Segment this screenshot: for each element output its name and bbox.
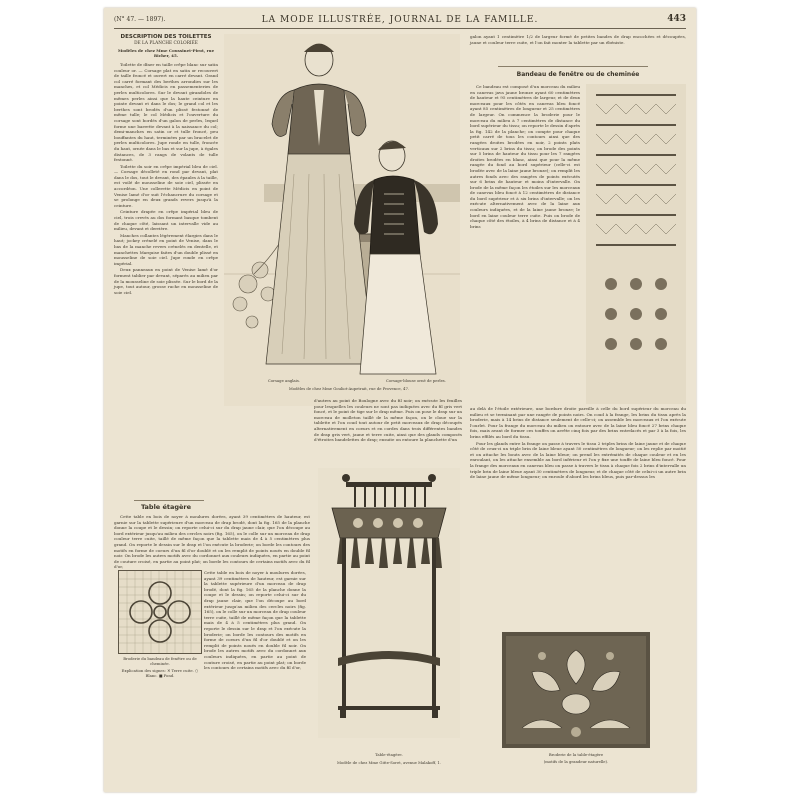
bandeau-heading: Bandeau de fenêtre ou de cheminée: [516, 71, 640, 78]
description-subheading: DE LA PLANCHE COLORIÉE: [134, 41, 198, 46]
table-etagere-continued: Cette table en bois de noyer à moulures dorées, ayant 39 centimètres de hauteur, est garnie sur la tablette supérieure d'un morceau de drap brodé, dont la fig. 165 de la planche donne la coupe et le dessin; on reporte celui-ci sur du drap jaune clair, que l'on découpe au bord extérieur jusqu'au milieu des cercles noirs (fig. 165), on le colle sur un morceau de drap couleur terre cuite, taillé de même façon que la tablette mais de 4 à 5 centimètres plus grand. On reporte le dessin sur le drap et l'on exécute la broderie; on borde les contours des motifs en forme de coeurs d'un fil d'or doublé et on les remplit de points noués en double fil noir. On brode les autres motifs avec du cordonnet aux couleurs indiquées, en partie au point de couture croisé, en partie au point plat; on borde les contours de certains motifs avec du fil d'or,: [204, 570, 306, 671]
embroidery-pattern-figure: [118, 570, 202, 654]
journal-title: LA MODE ILLUSTRÉE, JOURNAL DE LA FAMILLE.: [261, 15, 539, 25]
fashion-plate-illustration: [224, 34, 460, 406]
issue-number: (N° 47. — 1897).: [114, 16, 166, 23]
description-column: [114, 34, 218, 496]
table-embroidery-caption: Broderie de la table-étagère: [548, 752, 604, 757]
table-etagere-illustration: [318, 468, 460, 738]
middle-column-paragraph: d'autres au point de Boulogne avec du fil noir; on exécute les feuilles pour lesquelles les couleurs ne sont pas indiquées avec du fil gris vert foncé, et le point de tige sur le drap même. Puis on pose le drap sur un morceau de molleton taillé de la même façon, on le cloue sur la tablette et l'on coud tout autour de petit morceaux de drap découpés alternativement en coeurs et en cordes dans trois différentes bandes de drap gris vert, jaune et terre cuite, ainsi que des glands composés d'étroites bandelettes de drap; ensuite on entoure la planchette d'un: [314, 398, 462, 443]
bandeau-column-a: [470, 84, 580, 404]
description-credit: Modèles de chez Mme Coussinet-Pirot, rue Richer, 45.: [117, 48, 215, 58]
middle-column-text: [314, 398, 462, 464]
newspaper-page: [104, 8, 696, 792]
fashion-plate-drawing: [224, 34, 460, 406]
description-paragraph: Toilette de dîner en taille crêpe blanc sur satin couleur or. — Corsage plat en satin or recouvert de taille froncé et ouvert en carré devant. Grand col carré formant des berthes arrondies sur les manches, et col Médicis en passementeries de perles multicolores. Sur le devant girandoles de mêmes perles ainsi que la haute ceinture en pointe devant et dans le dos; le grand col et les berthes sont brodés d'un plissé festonné de même tulle; le col Médicis et l'ouverture du corsage sont bordés d'un galon de perles, lequel forme une barrette devant à la naissance du col; demi-manches en satin or et tulle froncé, peu bouffantes du haut, terminées par un bracelet de perles multicolores. Jupe ronde en tulle, froncée du haut, ornée dans le bas et sur la jupe, à égales distances, de 3 rangs de volants de tulle festonné.: [114, 62, 218, 163]
divider: [498, 66, 648, 67]
plate-caption-right: Corsage-blouse orné de perles.: [386, 378, 446, 383]
embroidery-legend: Explication des signes: ✕ Terre cuite. ○ Blanc. ■ Fond.: [121, 668, 199, 678]
description-paragraph: Toilette du soir en crêpe impérial bleu de ciel. — Corsage décolleté en rond par devant, plat dans le dos, tout le devant, des épaules à la taille, est voilé de mousseline de soie ciel, plissée en accordéon. Une collerette Médicis en point de Venise lamé d'or suit l'échancrure du corsage et se prolonge en deux grands revers jusqu'à la ceinture.: [114, 163, 218, 208]
table-embroidery-drawing: [502, 632, 650, 748]
table-etagere-credit: Modèle de chez Mme Gitte-Soret, avenue Malakoff, 1.: [337, 760, 441, 765]
table-etagere-caption: Table-étagère.: [375, 752, 403, 757]
right-top-paragraph: galon ayant 1 centimètre 1/2 de largeur formé de petites bandes de drap encochées et découpées, jaune et couleur terre cuite, et l'on fait monter la tablette par un ébéniste.: [470, 34, 686, 45]
bandeau-pattern-drawing: [586, 84, 686, 404]
bandeau-paragraph: au delà de l'étoile extérieure, une bordure droite pareille à celle du bord supérieur du morceau du milieu et se terminant par une rangée de points noirs. On coud à la frange, les brins du tissu après la broderie, mais à 14 brins de distance seulement de celle-ci; on assemble les morceaux et l'on exécute l'ourlet. Pour la frange du morceau du milieu on entoure avec de la laine bleu foncé 27 brins chaque fois, mais avant de former ces touffes on arrête cinq fois par des brins entrelacés et par 3 à la fois, les brins effilés au bord du tissu.: [470, 406, 686, 439]
plate-caption-left: Corsage anglais.: [267, 378, 301, 383]
bandeau-paragraph: Pour les glands entre la frange on passe à travers le tissu 2 triples brins de laine jaune et de chaque côté de ceux-ci un triple brin de laine bleue ayant 50 centimètres de longueur; on les replie par moitié et on attache les bouts avec de la laine bleue; on prend les extrémités de chaque couleur et en les enroulant, on les attache ensemble au bord inférieur et l'on y fixe une touffe de laine bleu foncé. Pour la frange des morceaux en canevas bleu on passe à travers le tissu à chaque fois 2 brins d'intervalle un triple brin de laine bleue ayant 30 centimètres de longueur, et de chaque côté de celui-ci un autre brin de laine jaune de même longueur; on enroule d'abord les brins bleus, puis par-dessus les: [470, 440, 686, 480]
plate-credit: Modèles de chez Mme Gouliot-Aupetrait, rue de Provence, 47.: [288, 386, 410, 391]
table-etagere-drawing: [318, 468, 460, 738]
bandeau-paragraph: Ce bandeau est composé d'un morceau du milieu en canevas java jaune bronze ayant 60 centimètres de hauteur et 95 centimètres de largeur, et de deux morceaux pour les côtés en canevas bleu foncé ayant 85 centimètres de longueur et 25 centimètres de largeur. On commence la broderie pour le morceau du milieu à 7 centimètres de distance du bord supérieur du tissu; on reporte le dessin d'après la fig. 142 de la planche; on compte pour chaque petit carré de tous les contours ainsi que des rangées droites brodées en noir, 2 points plats verticaux sur 2 brins du tissu; on brode des points sur 5 brins de hauteur du tissu pour les 7 rangées droites brodées en blanc, ainsi que pour la même rangée du fond au bord supérieur (celle-ci est brodée avec de la laine jaune bronze); on remplit les autres fonds avec des rangées de points exécutés sur 6 brins de hauteur et moins d'intervalle. On brode de la même façon les étoiles sur les morceaux de canevas bleu foncé à 12 centimètres de distance du bord supérieur et à six brins d'intervalle; on les exécute alternativement avec de la laine aux couleurs indiquées, et de la laine jaune bronze; le bord en laine couleur terre cuite. Puis on brode de chaque côté des étoiles, à 4 brins de distance et à 4 brins: [470, 84, 580, 229]
description-heading: DESCRIPTION DES TOILETTES: [120, 34, 212, 40]
page-header: [114, 14, 686, 29]
embroidery-caption: Broderie du bandeau de fenêtre ou de cheminée.: [123, 656, 197, 666]
description-paragraph: Manches collantes légèrement élargies dans le haut; jockey crénelé en point de Venise, dans le bas de la manche revers crénelés en dentelle, et manchettes Marquise faites d'un double plissé en mousseline de soie ciel. Jupe ronde en crêpe impérial.: [114, 232, 218, 266]
table-embroidery-figure: [502, 632, 650, 748]
page-number: 443: [667, 14, 686, 24]
table-etagere-heading: Table étagère: [140, 503, 192, 511]
embroidery-pattern-drawing: [119, 571, 201, 653]
table-etagere-paragraph: Cette table en bois de noyer à moulures dorées, ayant 39 centimètres de hauteur, est garnie sur la tablette supérieure d'un morceau de drap brodé, dont la fig. 165 de la planche donne la coupe et le dessin; on reporte celui-ci sur du drap jaune clair, que l'on découpe au bord extérieur jusqu'au milieu des cercles noirs (fig. 165), on le colle sur un morceau de drap couleur terre cuite, taillé de même façon que la tablette mais de 4 à 5 centimètres plus grand. On reporte le dessin sur le drap et l'on exécute la broderie; on borde les contours des motifs en forme de coeurs d'un fil d'or doublé et on les remplit de points noués en double fil noir. On brode les autres motifs avec du cordonnet aux couleurs indiquées, en partie au point de couture croisé, en partie au point plat; on borde les contours de certains motifs avec du fil d'or,: [114, 514, 310, 570]
table-etagere-text-top: [114, 514, 310, 570]
bandeau-pattern-figure: [586, 84, 686, 404]
bandeau-column-b: [470, 406, 686, 632]
table-etagere-text-continued: [204, 570, 306, 730]
table-embroidery-caption-2: (motifs de la grandeur naturelle).: [543, 759, 609, 764]
right-top-text: [470, 34, 686, 64]
description-paragraph: Ceinture drapée en crêpe impérial bleu de ciel, trois crevés au dos formant basque tombent de chaque côté, laissant un intervalle vide au milieu, devant et derrière.: [114, 209, 218, 232]
description-paragraph: Deux panneaux en point de Venise lamé d'or forment tablier par devant, séparés au milieu par de la mousseline de soie plissée. Sur le bord de la jupe, tout autour, grosse ruche en mousseline de soie ciel.: [114, 267, 218, 295]
divider: [134, 500, 204, 501]
